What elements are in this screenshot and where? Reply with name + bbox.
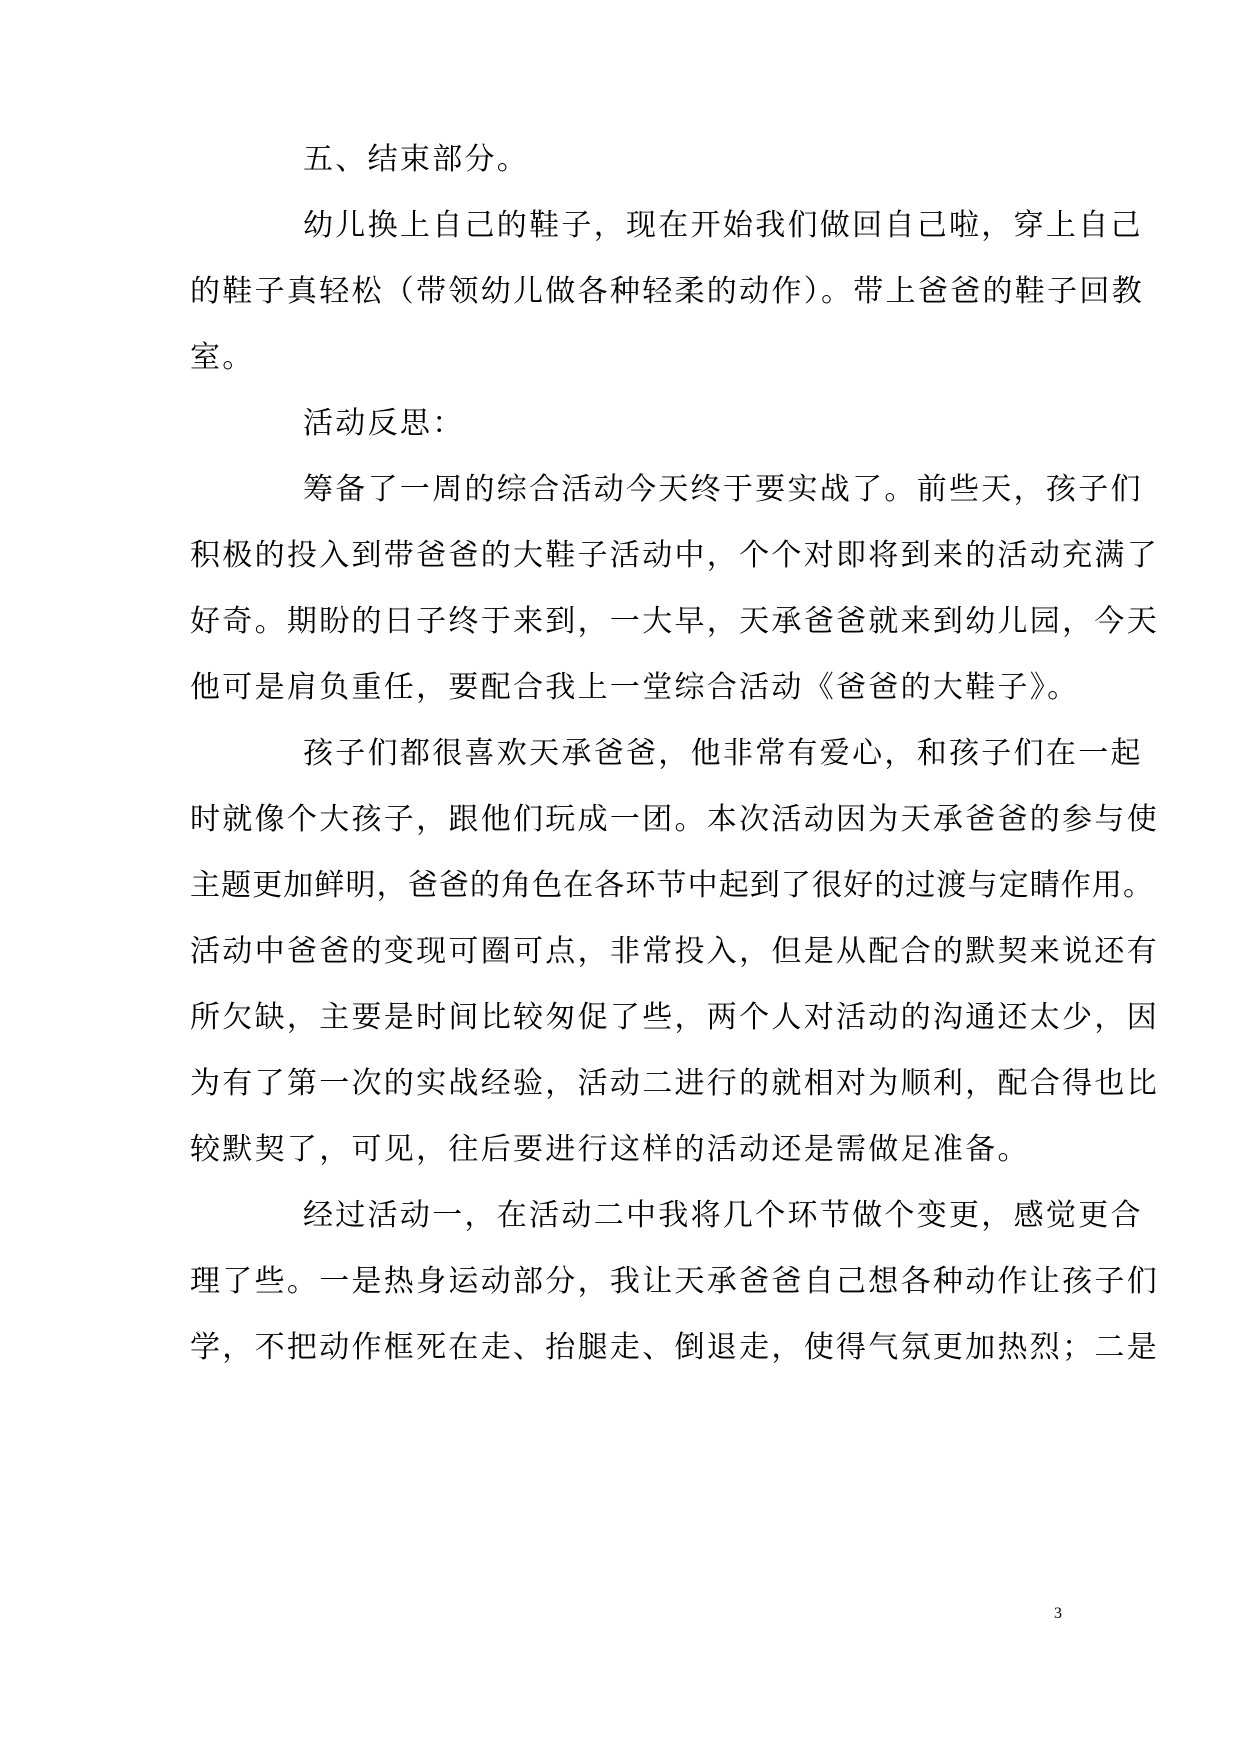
- section-heading-reflection: 活动反思：: [303, 406, 465, 441]
- paragraph-line: 时就像个大孩子，跟他们玩成一团。本次活动因为天承爸爸的参与使: [190, 802, 1159, 837]
- paragraph-line: 经过活动一，在活动二中我将几个环节做个变更，感觉更合: [303, 1198, 1143, 1233]
- paragraph-line: 理了些。一是热身运动部分，我让天承爸爸自己想各种动作让孩子们: [190, 1264, 1159, 1299]
- paragraph-line: 幼儿换上自己的鞋子，现在开始我们做回自己啦，穿上自己: [303, 208, 1143, 243]
- paragraph-line: 主题更加鲜明，爸爸的角色在各环节中起到了很好的过渡与定睛作用。: [190, 868, 1155, 903]
- page-number: 3: [1054, 1605, 1062, 1622]
- paragraph-line: 筹备了一周的综合活动今天终于要实战了。前些天，孩子们: [303, 472, 1143, 507]
- paragraph-line: 为有了第一次的实战经验，活动二进行的就相对为顺利，配合得也比: [190, 1066, 1159, 1101]
- paragraph-line: 积极的投入到带爸爸的大鞋子活动中，个个对即将到来的活动充满了: [190, 538, 1159, 573]
- section-heading-ending: 五、结束部分。: [303, 142, 530, 177]
- paragraph-line: 的鞋子真轻松（带领幼儿做各种轻柔的动作）。带上爸爸的鞋子回教: [190, 274, 1144, 309]
- paragraph-line: 活动中爸爸的变现可圈可点，非常投入，但是从配合的默契来说还有: [190, 934, 1159, 969]
- paragraph-line: 孩子们都很喜欢天承爸爸，他非常有爱心，和孩子们在一起: [303, 736, 1143, 771]
- paragraph-line: 室。: [190, 340, 255, 375]
- paragraph-line: 好奇。期盼的日子终于来到，一大早，天承爸爸就来到幼儿园，今天: [190, 604, 1159, 639]
- paragraph-line: 所欠缺，主要是时间比较匆促了些，两个人对活动的沟通还太少，因: [190, 1000, 1159, 1035]
- paragraph-line: 他可是肩负重任，要配合我上一堂综合活动《爸爸的大鞋子》。: [190, 670, 1080, 705]
- paragraph-line: 学，不把动作框死在走、抬腿走、倒退走，使得气氛更加热烈；二是: [190, 1330, 1159, 1365]
- paragraph-line: 较默契了，可见，往后要进行这样的活动还是需做足准备。: [190, 1132, 1030, 1167]
